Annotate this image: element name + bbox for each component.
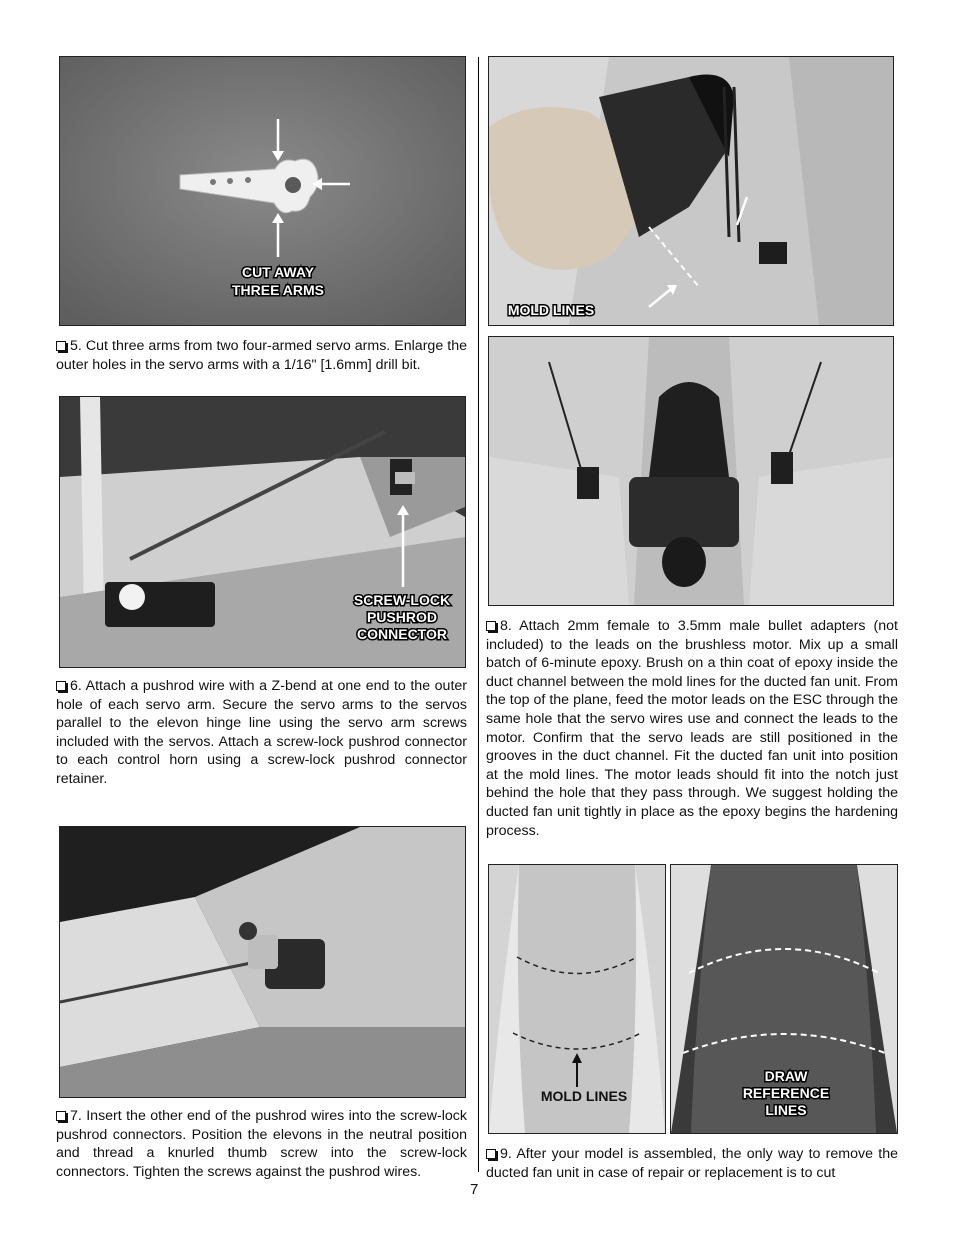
step-8: 8. Attach 2mm female to 3.5mm male bullet adapters (not included) to the leads on the brushless motor. Mix up a small batch of 6-minute epoxy. Brush on a thin coat of epoxy inside the duct channel between the mold lines for the ducted fan unit. From the top of the plane, feed the motor leads on the ESC through the same hole that the servo wires use and connect the leads to the motor. Confirm that the servo leads are still positioned in the grooves in the duct channel. Fit the ducted fan unit into position at the mold lines. The motor leads should fit into the notch just behind the hole that they pass through. We suggest holding the ducted fan unit tightly in place as the epoxy begins the hardening process. bbox=[486, 618, 898, 839]
photo-reference-lines bbox=[670, 864, 898, 1134]
photo-servo-pushrod bbox=[59, 396, 466, 668]
checkbox-icon[interactable] bbox=[56, 341, 66, 351]
label-pushrod: PUSHROD bbox=[366, 609, 438, 625]
label-connector: CONNECTOR bbox=[357, 626, 447, 642]
step-9: 9. After your model is assembled, the only way to remove the ducted fan unit in case of repair or replacement is to cut bbox=[486, 1146, 898, 1181]
photo-duct-top-view bbox=[488, 336, 894, 606]
label-draw: DRAW bbox=[764, 1068, 808, 1084]
checkbox-icon[interactable] bbox=[56, 1111, 66, 1121]
label-lines: LINES bbox=[765, 1102, 807, 1118]
label-mold-lines-bottom: MOLD LINES bbox=[540, 1088, 628, 1104]
checkbox-icon[interactable] bbox=[486, 621, 496, 631]
label-reference: REFERENCE bbox=[742, 1085, 830, 1101]
photo-duct-mold-lines bbox=[488, 864, 666, 1134]
page-number: 7 bbox=[470, 1181, 479, 1198]
column-divider bbox=[478, 57, 479, 1172]
step-7: 7. Insert the other end of the pushrod wires into the screw-lock pushrod connectors. Position the elevons in the neutral position and thread a knurled thumb screw into the screw-lock connectors. Tighten the screws against the pushrod wires. bbox=[56, 1108, 467, 1180]
photo-servo-arm bbox=[59, 56, 466, 326]
label-cut-away: CUT AWAY bbox=[241, 264, 315, 280]
step-6: 6. Attach a pushrod wire with a Z-bend at one end to the outer hole of each servo arm. Secure the servo arms to the servos parallel to the elevon hinge line using the servo arm screws included with the servos. Attach a screw-lock pushrod connector to each control horn using a screw-lock pushrod connector retainer. bbox=[56, 678, 467, 787]
photo-fan-mold-lines bbox=[488, 56, 894, 326]
label-three-arms: THREE ARMS bbox=[231, 282, 325, 298]
label-mold-lines-top: MOLD LINES bbox=[507, 302, 595, 318]
step-5: 5. Cut three arms from two four-armed servo arms. Enlarge the outer holes in the servo arms with a 1/16" [1.6mm] drill bit. bbox=[56, 338, 467, 373]
photo-elevon-connector bbox=[59, 826, 466, 1098]
label-screw-lock: SCREW-LOCK bbox=[353, 592, 451, 608]
checkbox-icon[interactable] bbox=[486, 1149, 496, 1159]
checkbox-icon[interactable] bbox=[56, 681, 66, 691]
